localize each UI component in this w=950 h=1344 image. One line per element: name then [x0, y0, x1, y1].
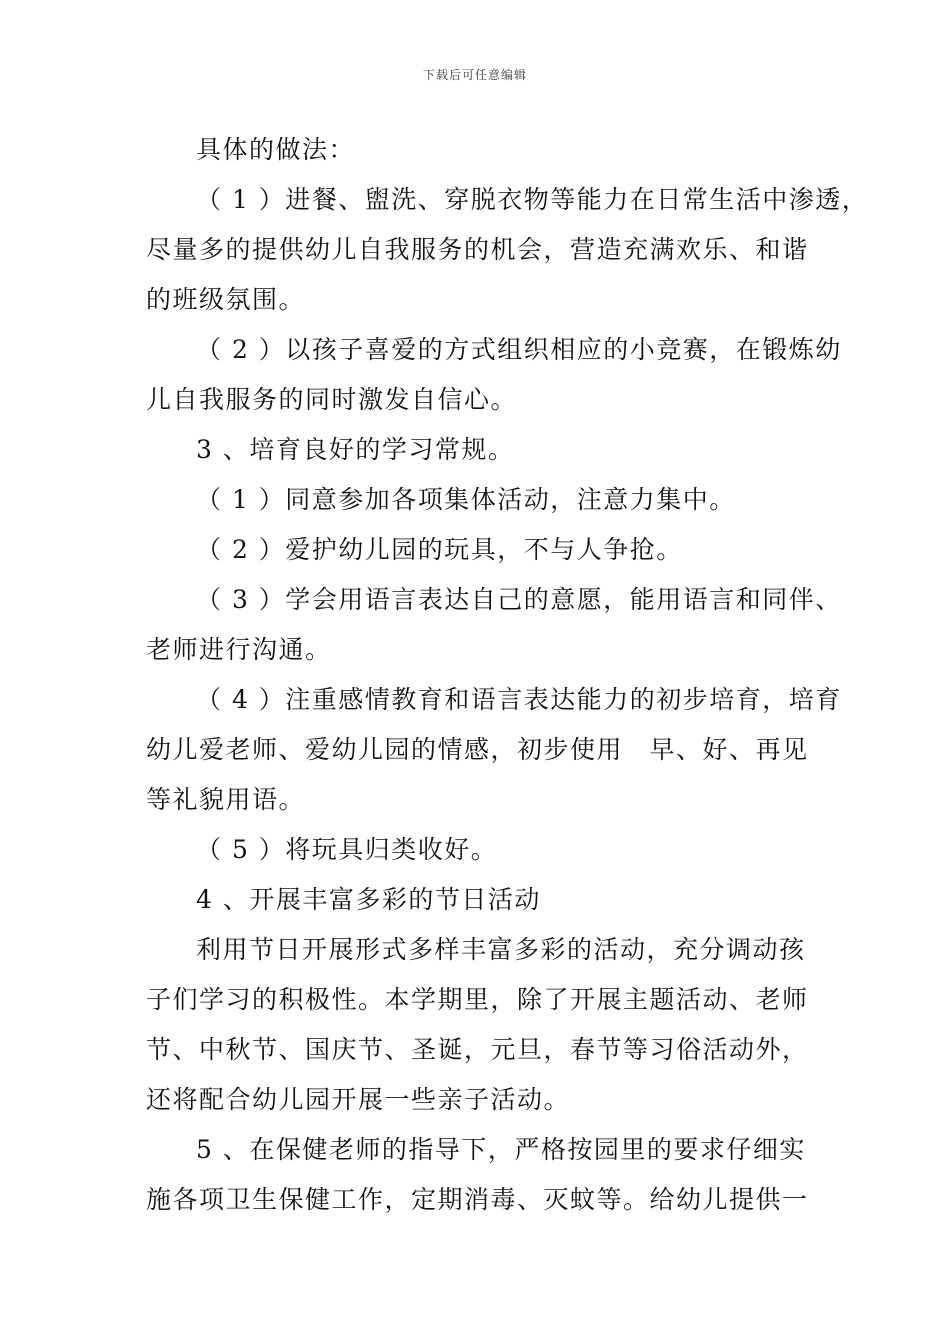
text-line: 老师进行沟通。: [146, 635, 332, 664]
text-line: 4 、开展丰富多彩的节日活动: [196, 885, 541, 914]
text-line: 3 、培育良好的学习常规。: [196, 435, 515, 464]
text-line: （ 5 ）将玩具归类收好。: [196, 835, 498, 864]
text-line: （ 4 ）注重感情教育和语言表达能力的初步培育，培育: [196, 685, 842, 714]
text-line: 施各项卫生保健工作，定期消毒、灭蚊等。给幼儿提供一: [146, 1185, 809, 1214]
text-line: 的班级氛围。: [146, 285, 306, 314]
text-line: 5 、在保健老师的指导下，严格按园里的要求仔细实: [196, 1135, 806, 1164]
text-line: 还将配合幼儿园开展一些亲子活动。: [146, 1085, 571, 1114]
page-header: 下载后可任意编辑: [422, 68, 527, 82]
text-line: 等礼貌用语。: [146, 785, 306, 814]
text-line: 尽量多的提供幼儿自我服务的机会，营造充满欢乐、和谐: [146, 235, 809, 264]
text-line: 利用节日开展形式多样丰富多彩的活动，充分调动孩: [196, 935, 806, 964]
text-line: （ 1 ）进餐、盥洗、穿脱衣物等能力在日常生活中渗透，: [196, 185, 869, 214]
text-line: （ 2 ）爱护幼儿园的玩具，不与人争抢。: [196, 535, 683, 564]
text-line: 具体的做法：: [196, 135, 356, 164]
text-line: （ 2 ）以孩子喜爱的方式组织相应的小竞赛，在锻炼幼: [196, 335, 842, 364]
text-line: （ 1 ）同意参加各项集体活动，注意力集中。: [196, 485, 736, 514]
text-line: （ 3 ）学会用语言表达自己的意愿，能用语言和同伴、: [196, 585, 842, 614]
text-line: 节、中秋节、国庆节、圣诞，元旦，春节等习俗活动外，: [146, 1035, 809, 1064]
text-line: 幼儿爱老师、爱幼儿园的情感，初步使用 早、好、再见: [146, 735, 809, 764]
text-line: 儿自我服务的同时激发自信心。: [146, 385, 518, 414]
text-line: 子们学习的积极性。本学期里，除了开展主题活动、老师: [146, 985, 809, 1014]
